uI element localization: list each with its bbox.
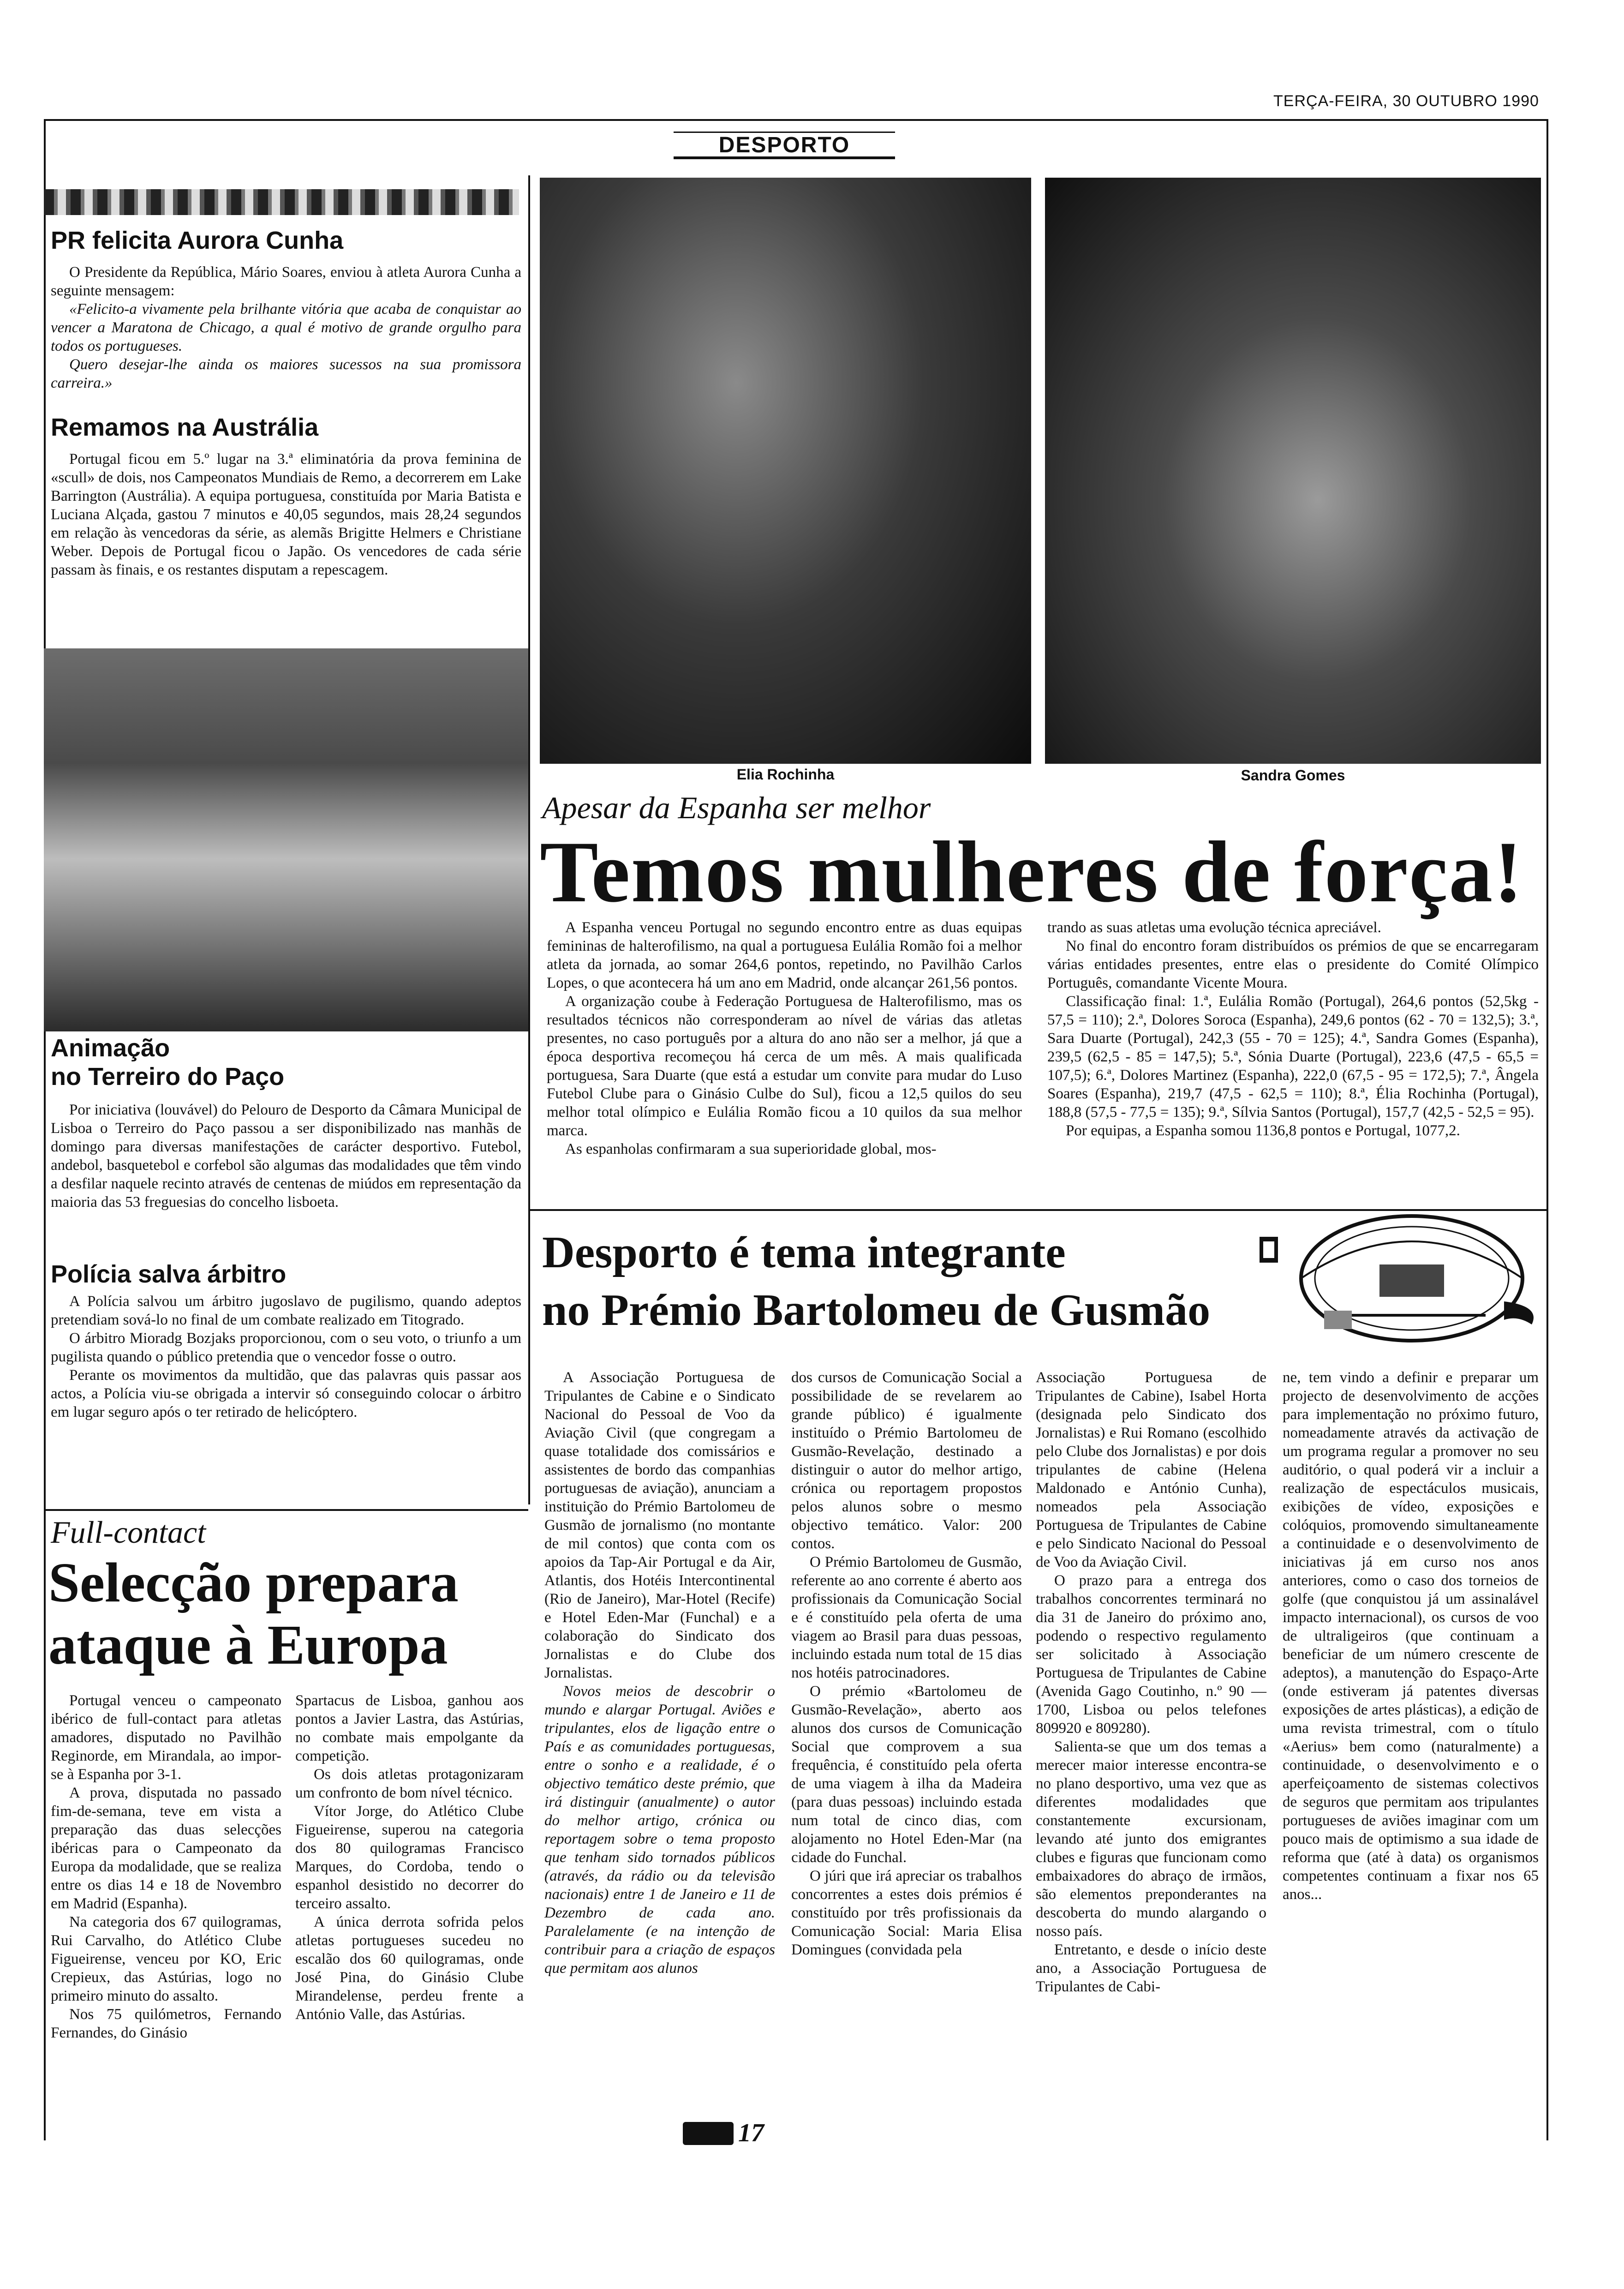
publication-logo-icon — [683, 2122, 734, 2145]
article-paragraph: dos cursos de Comunicação Social a possibilidade de se revelarem ao grande público) é igualmente instituído o Prémio Bartolomeu de Gusmão-Revelação, destinado a distinguir o autor do melhor artigo, crónica ou reportagem propostos pelos alunos sobre o mesmo objectivo temático. Valor: 200 contos. — [791, 1369, 1022, 1552]
article-paragraph: A única derrota sofrida pelos atletas portugueses sucedeu no escalão dos 60 quilogramas, onde José Pina, do Ginásio Clube Mirandelense, perdeu frente a António Valle, das Astúrias. — [295, 1914, 524, 2023]
article-paragraph: O prémio «Bartolomeu de Gusmão-Revelação», aberto aos alunos dos cursos de Comunicação Social que comprovem a sua frequência, é constituído pela oferta de uma viagem à ilha da Madeira (para duas pessoas) incluindo estada num total de cinco dias, com alojamento no Hotel Eden-Mar (na cidade do Funchal. — [791, 1683, 1022, 1866]
left-column-rule — [528, 175, 530, 1504]
article-paragraph: As espanholas confirmaram a sua superioridade global, mos- — [565, 1141, 937, 1157]
award-headline-2: no Prémio Bartolomeu de Gusmão — [542, 1285, 1211, 1335]
article-paragraph: Salienta-se que um dos temas a merecer maior interesse encontra-se no plano desportivo, uma vez que as diferentes modalidades que constantemente excursionam, levando até junto dos emigrantes clubes e figuras que funcionam como embaixadores do abraço de irmãos, são elementos preponderantes na descoberta do mundo alargando o nosso país. — [1036, 1738, 1266, 1940]
article-paragraph: A organização coube à Federação Portuguesa de Halterofilismo, mas os resultados técnicos não corresponderam ao nível de várias das atletas presentes, no caso português por a altura do ano não ser a melhor, já que a época desportiva recomeçou há cerca de um mês. A mais qualificada portuguesa, Sara Duarte (que está a estudar um convite para mudar do Luso Futebol Clube para o Ginásio Culbe do Sul), ficou a 12,5 quilos do seu melhor total olímpico e Eulália Romão ficou a 10 quilos da sua melhor marca. — [547, 993, 1022, 1139]
brief-body-policia — [51, 1292, 521, 1421]
award-headline-1: Desporto é tema integrante — [542, 1228, 1066, 1277]
article-paragraph: Classificação final: 1.ª, Eulália Romão (Portugal), 264,6 pontos (52,5kg - 57,5 = 110); 2.ª, Dolores Soroca (Espanha), 249,6 pontos (62 - 70 = 132,5); 3.ª, Sara Duarte (Portugal), 242,3 (55 - 70 = 125); 4.ª, Sandra Gomes (Espanha), 239,5 (62,5 - 85 = 147,5); 5.ª, Sónia Duarte (Portugal), 223,6 (47,5 - 65,5 = 107,5); 6.ª, Dolores Martinez (Espanha), 222,0 (67,5 - 95 = 172,5); 7.ª, Ângela Soares (Espanha), 219,7 (47,5 - 62,5 = 110); 8.ª, Élia Rochinha (Portugal), 188,8 (57,5 - 77,5 = 135); 9.ª, Sílvia Santos (Portugal), 157,7 (42,5 - 52,5 = 95). — [1047, 993, 1539, 1121]
award-column-4 — [1283, 1368, 1539, 1904]
date-line: TERÇA-FEIRA, 30 OUTUBRO 1990 — [1273, 92, 1539, 110]
article-paragraph: Portugal venceu o campeonato ibérico de full-contact para atletas amadores, disputado no Pavilhão Reginorde, em Mirandala, ao impor-se à Espanha por 3-1. — [51, 1692, 281, 1783]
award-emblem — [1246, 1209, 1546, 1348]
article-paragraph: A Espanha venceu Portugal no segundo encontro entre as duas equipas femininas de halterofilismo, na qual a portuguesa Eulália Romão foi a melhor atleta da jornada, ao somar 264,6 pontos, repetindo, no Pavilhão Carlos Lopes, o que acontecera há um ano em Madrid, onde alcançar 261,56 pontos. — [547, 919, 1022, 991]
article-paragraph: Novos meios de descobrir o mundo e alargar Portugal. Aviões e tripulantes, elos de ligação entre o País e as comunidades portuguesas, entre o sonho e a realidade, é o objectivo temático deste prémio, que irá distinguir (anualmente) o autor do melhor artigo, crónica ou reportagem sobre o tema proposto que tenham sido tornados públicos (através, da rádio ou da televisão nacionais) entre 1 de Janeiro e 11 de Dezembro de cada ano. Paralelamente (e na intenção de contribuir para a criação de espaços que permitam aos alunos — [544, 1683, 775, 1977]
brief-title-remo: Remamos na Austrália — [51, 413, 319, 441]
article-paragraph: Os dois atletas protagonizaram um confronto de bom nível técnico. — [295, 1766, 524, 1801]
brief-paragraph: «Felicito-a vivamente pela brilhante vitória que acaba de conquistar ao vencer a Maratona de Chicago, a qual é motivo de grande orgulho para todos os portugueses. — [51, 301, 521, 354]
frame-left-rule — [44, 119, 46, 2140]
weightlifting-column-1 — [547, 918, 1022, 1158]
brief-body-remo — [51, 450, 521, 579]
article-paragraph: Entretanto, e desde o início deste ano, a Associação Portuguesa de Tripulantes de Cabi- — [1036, 1941, 1266, 1995]
selection-headline-1: Selecção prepara — [48, 1552, 459, 1614]
frame-top-rule — [44, 119, 1548, 121]
article-paragraph: Spartacus de Lisboa, ganhou aos pontos a Javier Lastra, das Astúrias, no combate mais empolgante da competição. — [295, 1692, 524, 1764]
article-paragraph: trando as suas atletas uma evolução técnica apreciável. — [1047, 919, 1381, 936]
selection-column-2 — [295, 1691, 524, 2024]
caption-elia-rochinha: Elia Rochinha — [736, 766, 835, 783]
article-paragraph: Associação Portuguesa de Tripulantes de Cabine), Isabel Horta (designada pelo Sindicato dos Jornalistas) e Rui Romano (escolhido pelo Clube dos Jornalistas) e por dois tripulantes de cabine (Helena Maldonado e António Cunha), nomeados pela Associação Portuguesa de Tripulantes de Cabine e pelo Sindicato Nacional do Pessoal de Voo da Aviação Civil. — [1036, 1369, 1266, 1570]
weightlifting-headline: Temos mulheres de força! — [540, 824, 1524, 921]
award-emblem-icon — [1246, 1209, 1546, 1348]
article-paragraph: Na categoria dos 67 quilogramas, Rui Carvalho, do Atlético Clube Figueirense, venceu por KO, Eric Crepieux, das Astúrias, logo no primeiro minuto do assalto. — [51, 1914, 281, 2004]
award-column-3 — [1036, 1368, 1266, 1996]
weightlifting-kicker: Apesar da Espanha ser melhor — [542, 790, 931, 825]
brief-body-aurora — [51, 263, 521, 392]
article-paragraph: Nos 75 quilómetros, Fernando Fernandes, do Ginásio — [51, 2006, 281, 2041]
brief-title-animacao-1: Animação — [51, 1034, 170, 1062]
article-paragraph: A prova, disputada no passado fim-de-semana, teve em vista a preparação das duas selecções ibéricas para o Campeonato da Europa da modalidade, que se realiza entre os dias 14 e 18 de Novembro em Madrid (Espanha). — [51, 1785, 281, 1912]
brief-title-aurora: PR felicita Aurora Cunha — [51, 227, 344, 254]
article-paragraph: Vítor Jorge, do Atlético Clube Figueirense, superou na categoria dos 80 quilogramas Francisco Marques, do Cordoba, tendo o espanhol desistido no decorrer do terceiro assalto. — [295, 1803, 524, 1912]
brief-body-animacao — [51, 1101, 521, 1211]
article-paragraph: Por equipas, a Espanha somou 1136,8 pontos e Portugal, 1077,2. — [1066, 1122, 1460, 1139]
article-paragraph: No final do encontro foram distribuídos os prémios de que se encarregaram várias entidades presentes, entre elas o presidente do Comité Olímpico Português, comandante Vicente Moura. — [1047, 938, 1539, 991]
award-column-2 — [791, 1368, 1022, 1959]
brief-paragraph: Quero desejar-lhe ainda os maiores sucessos na sua promissora carreira.» — [51, 356, 521, 391]
article-paragraph: A Associação Portuguesa de Tripulantes de Cabine e o Sindicato Nacional do Pessoal de Voo da Aviação Civil (que congregam a quase totalidade dos comissários e assistentes de bordo das companhias portuguesas de aviação), anunciam a instituição do Prémio Bartolomeu de Gusmão de jornalismo (no montante de mil contos) que conta com os apoios da Tap-Air Portugal e da Air, Atlantis, dos Hotéis Intercontinental (Rio de Janeiro), Mar-Hotel (Recife) e Hotel Eden-Mar (Funchal) e a colaboração do Sindicato dos Jornalistas e do Clube dos Jornalistas. — [544, 1369, 775, 1681]
brief-title-animacao-2: no Terreiro do Paço — [51, 1063, 285, 1091]
photo-sandra-gomes — [1045, 178, 1541, 764]
selection-kicker: Full-contact — [51, 1515, 206, 1550]
article-paragraph: ne, tem vindo a definir e preparar um projecto de desenvolvimento de acções para implementação no próximo futuro, nomeadamente através da activação de um programa regular a promover no seu auditório, o qual poderá vir a incluir a realização de espectáculos musicais, exibições de vídeo, exposições e colóquios, promovendo simultaneamente a continuidade e o desenvolvimento de iniciativas já em curso nos anos anteriores, como o caso dos torneios de golfe (que conquistou já um assinalável impacto internacional), os cursos de voo de ultraligeiros (que continuam a beneficiar de um número crescente de adeptos), a manutenção do Espaço-Arte (onde estiveram já patentes diversas exposições de artes plásticas), a edição de uma revista trimestral, com o título «Aerius» bem como (naturalmente) a continuidade, o desenvolvimento e o aperfeiçoamento de sistemas colectivos de seguros que permitam aos tripulantes portugueses de aviões imaginar com um pouco mais de optimismo a sua idade de reforma que (até à data) os organismos competentes continuam a fixar nos 65 anos... — [1283, 1369, 1539, 1903]
brief-paragraph: O árbitro Mioradg Bozjaks proporcionou, com o seu voto, o triunfo a um pugilista quando o público pretendia que o vencedor fosse o outro. — [51, 1330, 521, 1365]
page-number: 17 — [738, 2119, 764, 2147]
section-header: DESPORTO — [674, 132, 895, 159]
caption-sandra-gomes: Sandra Gomes — [1241, 767, 1345, 784]
brief-paragraph: O Presidente da República, Mário Soares, enviou à atleta Aurora Cunha a seguinte mensagem: — [51, 264, 521, 299]
brief-title-policia: Polícia salva árbitro — [51, 1260, 287, 1288]
selection-top-rule — [44, 1509, 528, 1511]
weightlifting-column-2 — [1047, 918, 1539, 1140]
brief-paragraph: Portugal ficou em 5.º lugar na 3.ª eliminatória da prova feminina de «scull» de dois, nos Campeonatos Mundiais de Remo, a decorrerem em Lake Barrington (Austrália). A equipa portuguesa, constituída por Maria Batista e Luciana Alçada, gastou 7 minutos e 40,05 segundos, mais 28,24 segundos em relação às vencedoras da série, as alemãs Brigitte Helmers e Christiane Weber. Depois de Portugal ficou o Japão. Os vencedores de cada série passam às finais, e os restantes disputam a repescagem. — [51, 451, 521, 578]
photo-terreiro-do-paco — [44, 648, 528, 1031]
article-paragraph: O prazo para a entrega dos trabalhos concorrentes terminará no dia 31 de Janeiro do próximo ano, podendo o respectivo regulamento ser solicitado à Associação Portuguesa de Tripulantes de Cabine (Avenida Gago Coutinho, n.º 90 — 1700, Lisboa ou pelos telefones 809920 e 809280). — [1036, 1572, 1266, 1737]
photo-elia-rochinha — [540, 178, 1031, 764]
brief-paragraph: A Polícia salvou um árbitro jugoslavo de pugilismo, quando adeptos pretendiam sová-lo no final de um combate realizado em Titogrado. — [51, 1293, 521, 1328]
brief-paragraph: Por iniciativa (louvável) do Pelouro de Desporto da Câmara Municipal de Lisboa o Terreiro do Paço passou a ser disponibilizado nas manhãs de domingo para diversas manifestações de carácter desportivo. Futebol, andebol, basquetebol e corfebol são algumas das modalidades que têm vindo a desfilar naquele recinto através de centenas de miúdos em representação da maioria das 53 freguesias do concelho lisboeta. — [51, 1102, 521, 1210]
article-paragraph: O júri que irá apreciar os trabalhos concorrentes a estes dois prémios é constituído por três profissionais da Comunicação Social: Maria Elisa Domingues (convidada pela — [791, 1868, 1022, 1958]
article-paragraph: O Prémio Bartolomeu de Gusmão, referente ao ano corrente é aberto aos profissionais da Comunicação Social e é constituído pela oferta de uma viagem ao Brasil para duas pessoas, incluindo estada num total de 15 dias nos hotéis patrocinadores. — [791, 1554, 1022, 1681]
frame-right-rule — [1546, 119, 1548, 2140]
selection-headline-2: ataque à Europa — [48, 1614, 448, 1676]
selection-column-1 — [51, 1691, 281, 2042]
award-column-1 — [544, 1368, 775, 1977]
briefs-banner — [44, 189, 519, 215]
brief-paragraph: Perante os movimentos da multidão, que das palavras quis passar aos actos, a Polícia viu-se obrigada a intervir só conseguindo colocar o árbitro em lugar seguro após o ter retirado de helicóptero. — [51, 1367, 521, 1420]
